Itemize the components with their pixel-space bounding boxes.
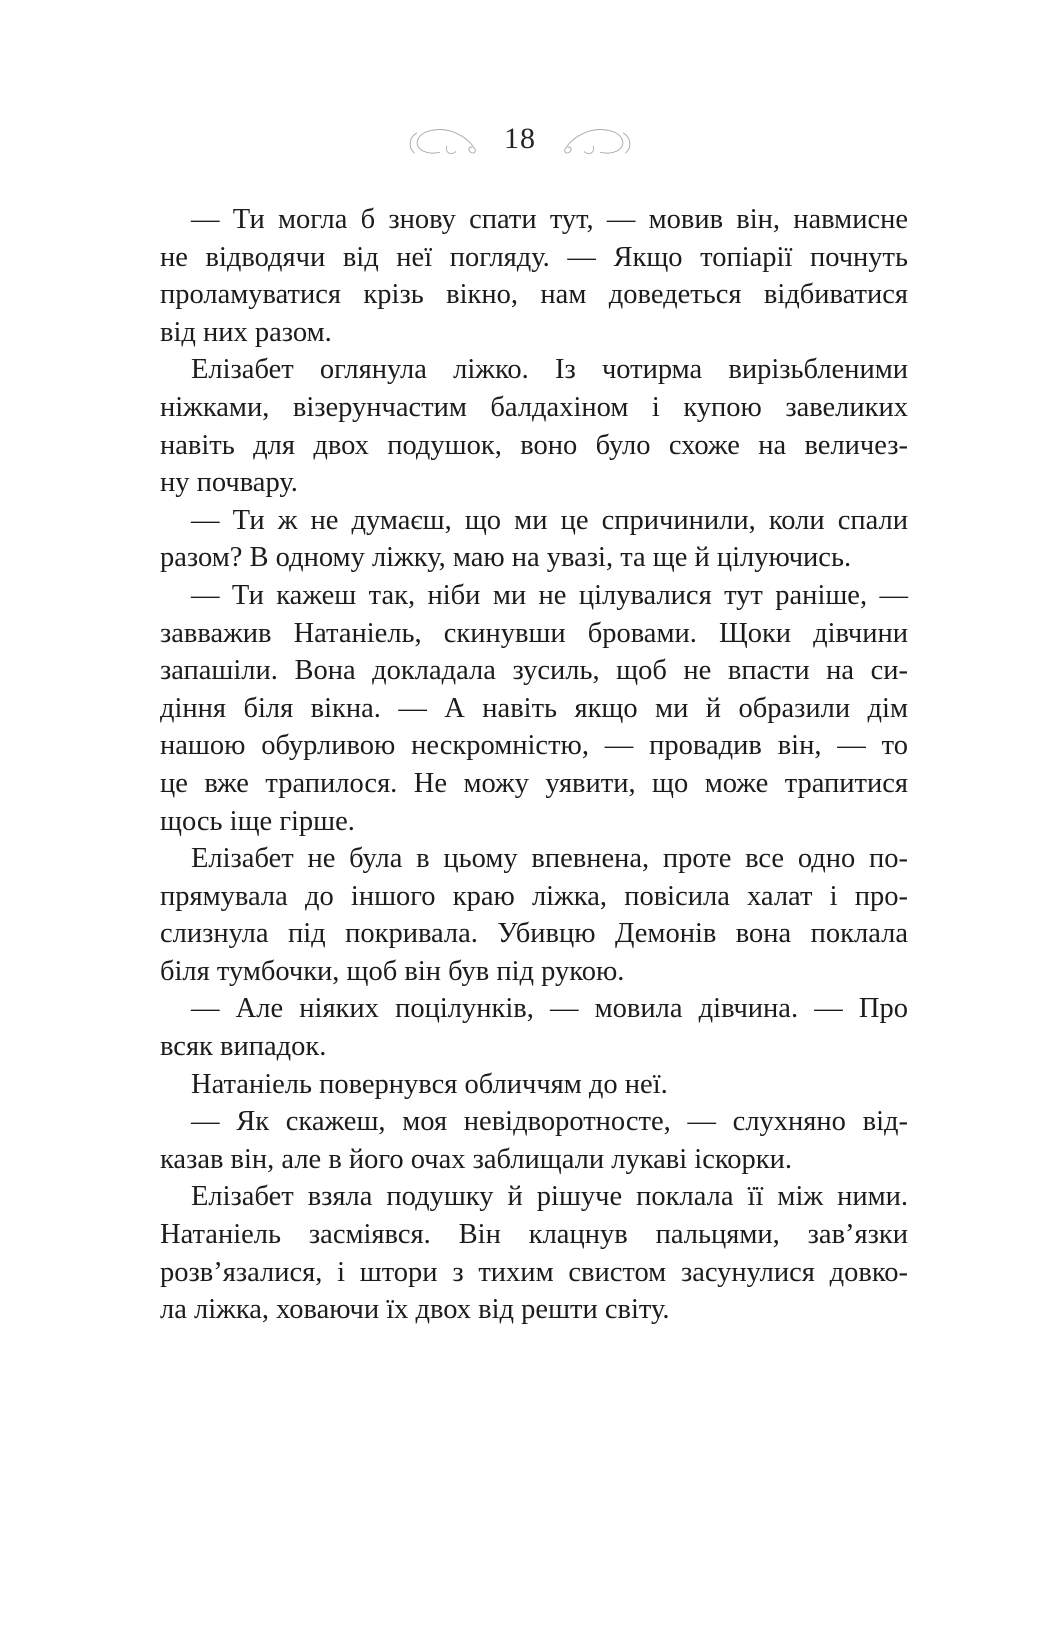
flourish-right-icon (562, 120, 636, 158)
text-line: Елізабет взяла подушку й рішуче поклала її між ними. (191, 1181, 908, 1213)
text-line: розв’язалися, і штори з тихим свистом засунулися довко- (160, 1256, 908, 1288)
text-line: запашіли. Вона докладала зусиль, щоб не впасти на си- (160, 655, 908, 687)
flourish-left-icon (404, 120, 478, 158)
text-line: щось іще гірше. (160, 805, 355, 837)
text-line: Елізабет оглянула ліжко. Із чотирма вирізьбленими (191, 354, 908, 386)
text-line: — Як скажеш, моя невідворотносте, — слухняно від- (191, 1106, 908, 1138)
text-line: Натаніель повернувся обличчям до неї. (191, 1068, 668, 1100)
page-number: 18 (504, 122, 536, 155)
text-line: ніжками, візерунчастим балдахіном і купою завеликих (160, 391, 908, 423)
text-line: діння біля вікна. — А навіть якщо ми й образили дім (160, 692, 908, 724)
text-line: — Але ніяких поцілунків, — мовила дівчина. — Про (191, 993, 908, 1025)
page-text (160, 201, 908, 1329)
text-line: завважив Натаніель, скинувши бровами. Щоки дівчини (160, 617, 908, 649)
text-line: біля тумбочки, щоб він був під рукою. (160, 955, 625, 987)
text-line: слизнула під покривала. Убивцю Демонів вона поклала (160, 918, 908, 950)
text-line: прямувала до іншого краю ліжка, повісила халат і про- (160, 880, 908, 912)
text-line: ла ліжка, ховаючи їх двох від решти світу. (160, 1294, 670, 1326)
text-line: казав він, але в його очах заблищали лукаві іскорки. (160, 1143, 792, 1175)
text-line: не відводячи від неї погляду. — Якщо топіарії почнуть (160, 241, 908, 273)
text-line: — Ти кажеш так, ніби ми не цілувалися тут раніше, — (191, 579, 908, 611)
page-header (0, 120, 1040, 158)
text-line: ну почвару. (160, 467, 298, 499)
text-line: проламуватися крізь вікно, нам доведеться відбиватися (160, 279, 908, 311)
text-line: це вже трапилося. Не можу уявити, що може трапитися (160, 767, 908, 799)
text-line: всяк випадок. (160, 1031, 327, 1063)
text-line: — Ти ж не думаєш, що ми це спричинили, коли спали (191, 504, 908, 536)
text-line: від них разом. (160, 316, 332, 348)
text-line: — Ти могла б знову спати тут, — мовив він, навмисне (191, 204, 908, 235)
text-line: Елізабет не була в цьому впевнена, проте все одно по- (191, 843, 908, 875)
text-line: навіть для двох подушок, воно було схоже на величез- (160, 429, 908, 461)
text-line: Натаніель засміявся. Він клацнув пальцями, зав’язки (160, 1219, 908, 1251)
text-line: разом? В одному ліжку, маю на увазі, та ще й цілуючись. (160, 542, 852, 574)
text-line: нашою обурливою нескромністю, — провадив він, — то (160, 730, 908, 762)
